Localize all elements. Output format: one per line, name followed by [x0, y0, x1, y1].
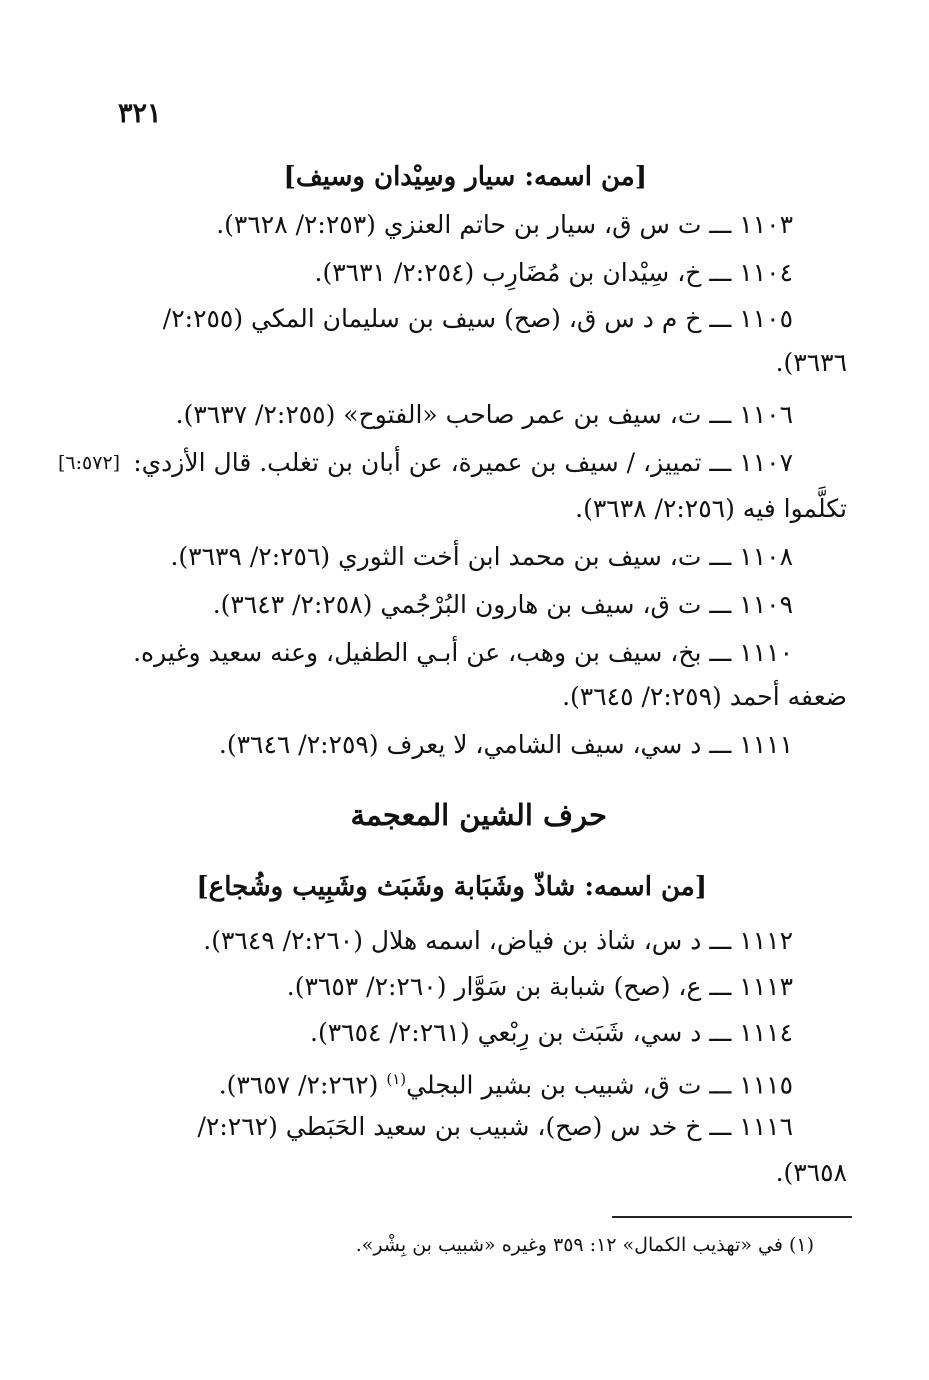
entry-1103: ١١٠٣ ـــ ت س ق، سيار بن حاتم العنزي (٢:٢٥٣/ ٣٦٢٨).	[216, 210, 793, 239]
entry-1116-continuation: ٣٦٥٨).	[775, 1158, 847, 1187]
section-heading-2: [من اسمه: شاذّ وشَبَابة وشَبَث وشَبِيب وشُجاع]	[196, 872, 707, 902]
entry-1114: ١١١٤ ـــ د سي، شَبَث بن رِبْعي (٢:٢٦١/ ٣٦٥٤).	[310, 1018, 793, 1047]
entry-1112: ١١١٢ ـــ د س، شاذ بن فياض، اسمه هلال (٢:٢٦٠/ ٣٦٤٩).	[203, 926, 793, 955]
footnote-marker: (١)	[386, 1070, 407, 1088]
footnote: (١) في «تهذيب الكمال» ١٢: ٣٥٩ وغيره «شبيب بن بِشْر».	[355, 1234, 814, 1256]
entry-1115	[219, 1062, 793, 1102]
entry-1107: ١١٠٧ ـــ تمييز، / سيف بن عميرة، عن أبان بن تغلب. قال الأزدي:	[133, 448, 793, 477]
section-heading-1: [من اسمه: سيار وسِيْدان وسيف]	[283, 162, 647, 192]
entry-1108: ١١٠٨ ـــ ت، سيف بن محمد ابن أخت الثوري (٢:٢٥٦/ ٣٦٣٩).	[170, 542, 793, 571]
entry-1110: ١١١٠ ـــ بخ، سيف بن وهب، عن أبـي الطفيل، وعنه سعيد وغيره.	[133, 638, 793, 667]
page-number: ٣٢١	[118, 98, 162, 129]
entry-1110-continuation: ضعفه أحمد (٢:٢٥٩/ ٣٦٤٥).	[562, 682, 847, 711]
margin-reference: [٦:٥٧٢]	[58, 452, 121, 474]
letter-section-title: حرف الشين المعجمة	[350, 798, 607, 832]
entry-1115-text: ١١١٥ ـــ ت ق، شبيب بن بشير البجلي	[406, 1070, 793, 1100]
entry-1105-continuation: ٣٦٣٦).	[775, 348, 847, 377]
entry-1107-continuation: تكلَّموا فيه (٢:٢٥٦/ ٣٦٣٨).	[575, 494, 847, 523]
entry-1105: ١١٠٥ ـــ خ م د س ق، (صح) سيف بن سليمان المكي (٢:٢٥٥/	[162, 304, 793, 333]
entry-1116: ١١١٦ ـــ خ خد س (صح)، شبيب بن سعيد الحَبَطي (٢:٢٦٢/	[197, 1112, 793, 1141]
entry-1111: ١١١١ ـــ د سي، سيف الشامي، لا يعرف (٢:٢٥٩/ ٣٦٤٦).	[218, 730, 793, 759]
entry-1104: ١١٠٤ ـــ خ، سِيْدان بن مُضَارِب (٢:٢٥٤/ ٣٦٣١).	[314, 258, 793, 287]
entry-1106: ١١٠٦ ـــ ت، سيف بن عمر صاحب «الفتوح» (٢:٢٥٥/ ٣٦٣٧).	[175, 400, 793, 429]
entry-1113: ١١١٣ ـــ ع، (صح) شبابة بن سَوَّار (٢:٢٦٠/ ٣٦٥٣).	[286, 972, 793, 1001]
entry-1109: ١١٠٩ ـــ ت ق، سيف بن هارون البُرْجُمي (٢:٢٥٨/ ٣٦٤٣).	[212, 590, 793, 619]
footnote-divider	[612, 1216, 852, 1218]
entry-1115-citation: (٢:٢٦٢/ ٣٦٥٧).	[218, 1070, 387, 1100]
